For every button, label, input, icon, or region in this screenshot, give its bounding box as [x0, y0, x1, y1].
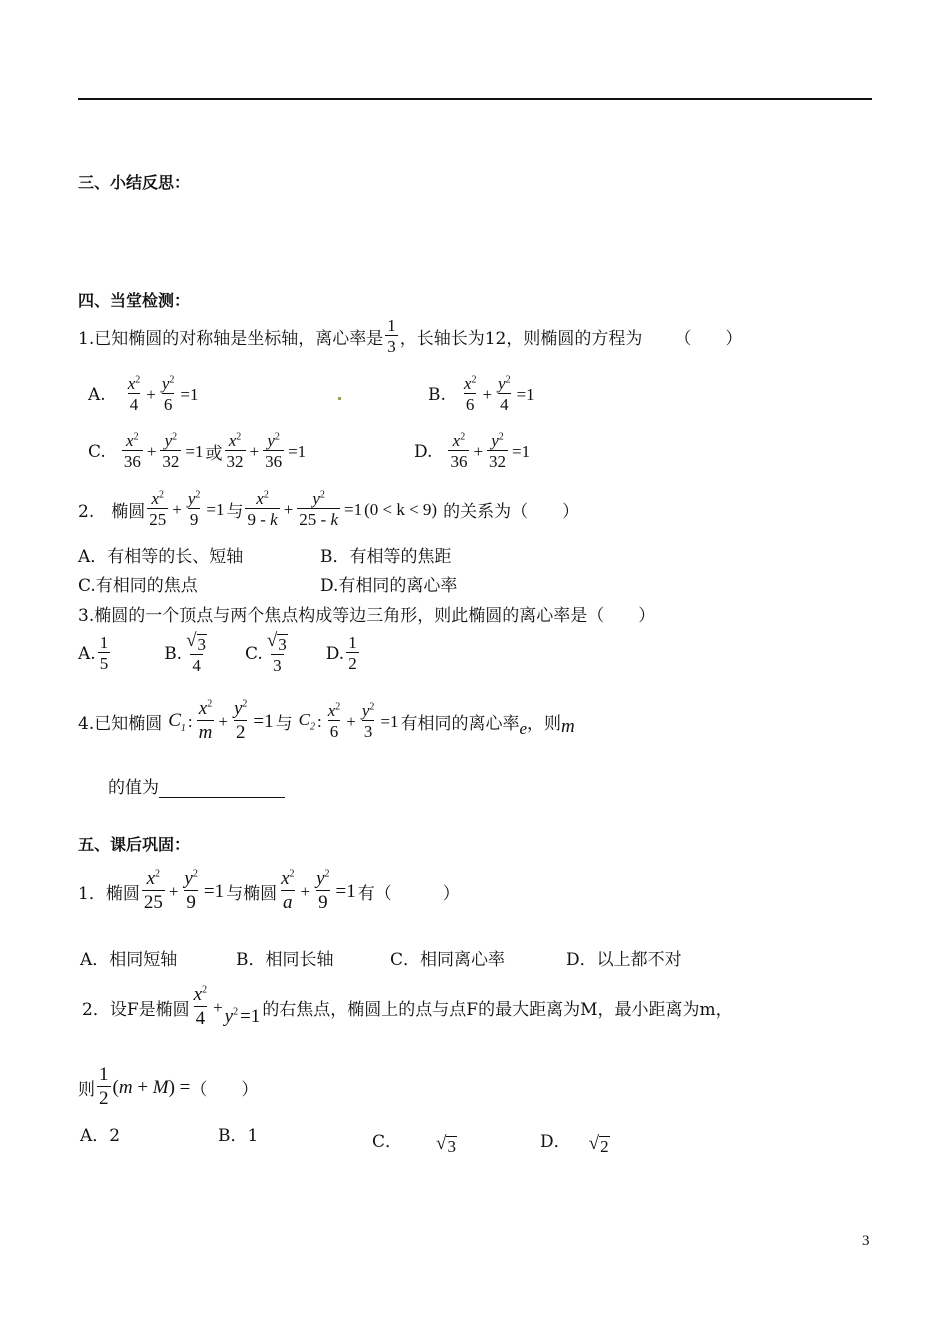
q2-mid: 与 — [226, 502, 244, 522]
option-label: A. — [88, 384, 106, 405]
q2-option-d: D.有相同的离心率 — [320, 576, 458, 596]
page-number: 3 — [862, 1233, 870, 1249]
q5-1-option-b: B．相同长轴 — [236, 950, 334, 970]
var-m: m — [561, 715, 575, 737]
q5-1-option-d: D．以上都不对 — [566, 950, 682, 970]
q1-option-b: B. $\frac{x^2}{6}$ + $\frac{y^2}{4}$ =1 — [428, 374, 535, 414]
q1-stem-tail: ，长轴长为12，则椭圆的方程为 — [399, 329, 643, 349]
q4-stem: 4.已知椭圆 — [78, 714, 163, 734]
option-label: A. — [78, 643, 96, 664]
var-e: e — [519, 718, 528, 738]
q5-2-paren: （ ） — [190, 1080, 259, 1100]
q5-2-stem-b: 的右焦点，椭圆上的点与点F的最大距离为M，最小距离为m， — [262, 1000, 733, 1020]
question-4-3: 3.椭圆的一个顶点与两个焦点构成等边三角形，则此椭圆的离心率是（ ） — [78, 606, 656, 626]
q4-line2: 的值为 — [108, 778, 159, 798]
answer-paren: （ ） — [674, 329, 743, 349]
question-4-4: 4.已知椭圆 $C_1$ : $\frac{x^2}{m}$ + $\frac{y^2}{2}$ =1 与 $C_2$ : $\frac{x^2}{6}$ + $\frac{y^2}{3}$ =1 有相同的离心率 e ，则 m — [78, 698, 575, 743]
q4-answer-line — [108, 773, 285, 798]
q2-option-b: B．有相等的焦距 — [320, 547, 452, 567]
answer-blank[interactable] — [159, 781, 285, 798]
or-word: 或 — [205, 444, 223, 464]
q5-1-label: 1．椭圆 — [78, 884, 140, 904]
section-4-heading: 四、当堂检测： — [78, 291, 191, 310]
q2-option-a: A．有相等的长、短轴 — [78, 547, 244, 567]
q5-2-option-d: D． √ 2 — [540, 1121, 610, 1157]
question-5-2: 2．设F是椭圆 $\frac{x^2}{4}$ + $y^2$ =1 的右焦点，椭圆上的点与点F的最大距离为M，最小距离为m， — [82, 984, 733, 1029]
q4-stem-b: 有相同的离心率 — [400, 714, 520, 734]
section-3-heading: 三、小结反思： — [78, 173, 191, 192]
header-rule — [78, 98, 872, 100]
question-5-1: 1．椭圆 $\frac{x^2}{25}$ + $\frac{y^2}{9}$ =1 与椭圆 $\frac{x^2}{a}$ + $\frac{y^2}{9}$ =1 有（ ） — [78, 868, 460, 913]
q3-options: A. $\frac{1}{5}$ B. √ 3 4 C. √ 3 3 D. $\frac{1}{2}$ — [78, 630, 357, 675]
option-label: B. — [428, 384, 446, 405]
eccentricity-fraction: $\frac{1}{3}$ — [387, 316, 396, 356]
option-label: B. — [164, 643, 183, 664]
option-label: C. — [245, 643, 263, 664]
k-range: (0 < k < 9) — [364, 499, 438, 519]
q5-2-option-b: B．1 — [218, 1126, 259, 1146]
question-4-2: 2. 椭圆 $\frac{x^2}{25}$ + $\frac{y^2}{9}$ =1 与 $\frac{x^2}{9 - k}$ + $\frac{y^2}{25 - k}$ =1 (0 < k < 9) 的关系为（ ） — [78, 489, 580, 529]
option-label: C. — [88, 441, 106, 462]
q1-stem: 1.已知椭圆的对称轴是坐标轴，离心率是 — [78, 329, 384, 349]
q5-2-option-a: A．2 — [80, 1126, 121, 1146]
q5-2-option-c: C． √ 3 — [372, 1121, 457, 1157]
q5-2-expression: 则 $\frac{1}{2}$ (m + M) = （ ） — [78, 1064, 259, 1109]
option-label: C． — [372, 1131, 403, 1152]
q5-1-tail: 有（ ） — [357, 884, 460, 904]
option-label: D. — [325, 643, 345, 664]
q5-2-then: 则 — [78, 1080, 95, 1100]
option-label: D． — [540, 1131, 571, 1152]
option-label: D. — [414, 441, 433, 462]
q4-mid: 与 — [275, 714, 293, 734]
q5-1-mid: 与椭圆 — [226, 884, 278, 904]
q4-stem-c: ，则 — [527, 714, 562, 734]
q2-tail: 的关系为（ ） — [443, 502, 580, 522]
q1-option-c: C. $\frac{x^2}{36}$ + $\frac{y^2}{32}$ =1 或 $\frac{x^2}{32}$ + $\frac{y^2}{36}$ =1 — [88, 431, 307, 471]
q5-2-stem: 2．设F是椭圆 — [82, 1000, 190, 1020]
q2-label: 2. 椭圆 — [78, 502, 146, 522]
q1-option-a: A. $\frac{x^2}{4}$ + $\frac{y^2}{6}$ =1 — [88, 374, 199, 414]
q5-1-option-a: A．相同短轴 — [80, 950, 178, 970]
stray-mark — [338, 397, 341, 400]
q5-1-option-c: C．相同离心率 — [390, 950, 506, 970]
q1-option-d: D. $\frac{x^2}{36}$ + $\frac{y^2}{32}$ =1 — [414, 431, 531, 471]
question-4-1 — [78, 316, 742, 357]
section-5-heading: 五、课后巩固： — [78, 835, 191, 854]
q2-option-c: C.有相同的焦点 — [78, 576, 198, 596]
